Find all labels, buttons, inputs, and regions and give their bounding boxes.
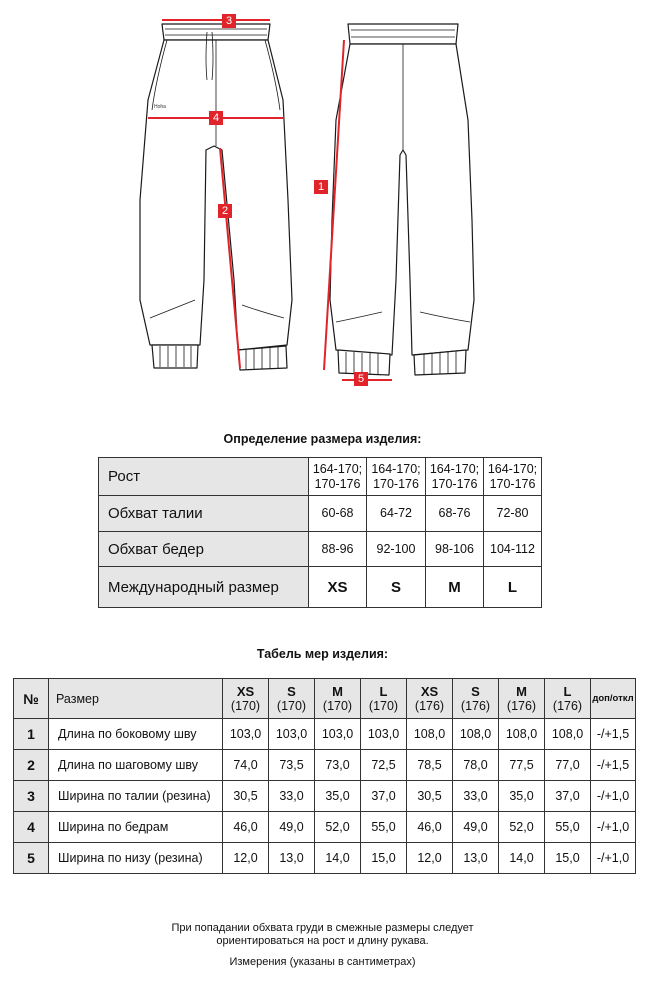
cell-value: 37,0: [361, 781, 407, 812]
header-size-col: XS (176): [407, 679, 453, 719]
cell-value: 103,0: [361, 719, 407, 750]
cell-value: 164-170; 170-176: [367, 458, 426, 496]
row-tolerance: -/+1,0: [591, 812, 636, 843]
header-size-col: S (170): [269, 679, 315, 719]
cell-value: 15,0: [361, 843, 407, 874]
cell-value: 74,0: [223, 750, 269, 781]
cell-value: 72,5: [361, 750, 407, 781]
cell-value: 14,0: [499, 843, 545, 874]
cell-value: 60-68: [309, 496, 367, 532]
cell-value: 52,0: [499, 812, 545, 843]
cell-value: 73,5: [269, 750, 315, 781]
measurement-header-row: [14, 679, 636, 719]
measurement-table-title: Табель мер изделия:: [256, 647, 389, 661]
cell-value: 73,0: [315, 750, 361, 781]
marker-2: [218, 204, 232, 218]
cell-value: 72-80: [484, 496, 542, 532]
cell-value: M: [426, 567, 484, 608]
cell-value: 108,0: [407, 719, 453, 750]
row-name: Длина по шаговому шву: [49, 750, 223, 781]
cell-value: S: [367, 567, 426, 608]
svg-text:3: 3: [225, 15, 233, 27]
row-name: Ширина по бедрам: [49, 812, 223, 843]
cell-value: L: [484, 567, 542, 608]
cell-value: 78,5: [407, 750, 453, 781]
cell-value: 55,0: [361, 812, 407, 843]
cell-value: 108,0: [545, 719, 591, 750]
row-name: Длина по боковому шву: [49, 719, 223, 750]
cell-value: 104-112: [484, 532, 542, 567]
svg-text:1: 1: [317, 181, 325, 193]
cell-value: 33,0: [453, 781, 499, 812]
cell-value: 37,0: [545, 781, 591, 812]
cell-value: 12,0: [223, 843, 269, 874]
cell-value: 98-106: [426, 532, 484, 567]
cell-value: 49,0: [453, 812, 499, 843]
measurement-row: [14, 781, 636, 812]
measurement-table-body: [14, 719, 636, 874]
cell-value: 68-76: [426, 496, 484, 532]
cell-value: 103,0: [315, 719, 361, 750]
size-definition-table: [98, 457, 542, 608]
svg-text:4: 4: [212, 112, 220, 124]
brand-tag: Hoha: [154, 104, 166, 110]
size-row-international: [99, 567, 542, 608]
cell-value: 164-170; 170-176: [426, 458, 484, 496]
size-row-waist: [99, 496, 542, 532]
row-tolerance: -/+1,5: [591, 719, 636, 750]
cell-value: 78,0: [453, 750, 499, 781]
row-name: Ширина по талии (резина): [49, 781, 223, 812]
cell-value: 108,0: [453, 719, 499, 750]
cell-value: 46,0: [223, 812, 269, 843]
cell-value: 92-100: [367, 532, 426, 567]
cell-value: 13,0: [269, 843, 315, 874]
row-label: Обхват бедер: [99, 532, 309, 567]
header-size-col: XS (170): [223, 679, 269, 719]
row-number: 1: [14, 719, 49, 750]
row-tolerance: -/+1,0: [591, 781, 636, 812]
size-row-height: [99, 458, 542, 496]
row-tolerance: -/+1,0: [591, 843, 636, 874]
footnote-line: ориентироваться на рост и длину рукава.: [216, 935, 429, 947]
cell-value: 108,0: [499, 719, 545, 750]
row-label: Международный размер: [99, 567, 309, 608]
cell-value: 14,0: [315, 843, 361, 874]
cell-value: 35,0: [499, 781, 545, 812]
cell-value: 103,0: [269, 719, 315, 750]
footnote-fitting: [0, 922, 645, 948]
pants-back-view: [330, 24, 474, 375]
marker-3: [222, 14, 236, 28]
header-size-col: L (170): [361, 679, 407, 719]
row-label: Обхват талии: [99, 496, 309, 532]
cell-value: 13,0: [453, 843, 499, 874]
measurement-row: [14, 750, 636, 781]
size-row-hips: [99, 532, 542, 567]
cell-value: 15,0: [545, 843, 591, 874]
header-size-col: L (176): [545, 679, 591, 719]
cell-value: 55,0: [545, 812, 591, 843]
svg-text:5: 5: [357, 373, 365, 385]
pants-front-view: [140, 24, 292, 370]
marker-1: [314, 180, 328, 194]
cell-value: 33,0: [269, 781, 315, 812]
measurement-table: [13, 678, 636, 874]
cell-value: 88-96: [309, 532, 367, 567]
cell-value: 77,0: [545, 750, 591, 781]
cell-value: 64-72: [367, 496, 426, 532]
header-tolerance: доп/откл: [591, 679, 636, 719]
cell-value: 103,0: [223, 719, 269, 750]
row-label: Рост: [99, 458, 309, 496]
cell-value: 164-170; 170-176: [484, 458, 542, 496]
size-definition-title: Определение размера изделия:: [223, 432, 422, 446]
row-number: 3: [14, 781, 49, 812]
measurement-row: [14, 719, 636, 750]
cell-value: 30,5: [223, 781, 269, 812]
cell-value: 77,5: [499, 750, 545, 781]
pants-technical-drawing: [0, 0, 645, 400]
row-number: 4: [14, 812, 49, 843]
footnote-units: Измерения (указаны в сантиметрах): [229, 956, 416, 968]
measurement-row: [14, 843, 636, 874]
cell-value: 46,0: [407, 812, 453, 843]
cell-value: XS: [309, 567, 367, 608]
footnote-line: При попадании обхвата груди в смежные размеры следует: [171, 922, 474, 934]
cell-value: 30,5: [407, 781, 453, 812]
header-size-col: M (176): [499, 679, 545, 719]
marker-5: [354, 372, 368, 386]
cell-value: 12,0: [407, 843, 453, 874]
row-number: 2: [14, 750, 49, 781]
header-size-col: M (170): [315, 679, 361, 719]
measurement-row: [14, 812, 636, 843]
row-number: 5: [14, 843, 49, 874]
row-name: Ширина по низу (резина): [49, 843, 223, 874]
svg-text:2: 2: [221, 205, 229, 217]
cell-value: 35,0: [315, 781, 361, 812]
header-size-col: S (176): [453, 679, 499, 719]
row-tolerance: -/+1,5: [591, 750, 636, 781]
header-size: Размер: [49, 679, 223, 719]
header-number: №: [14, 679, 49, 719]
cell-value: 52,0: [315, 812, 361, 843]
cell-value: 164-170; 170-176: [309, 458, 367, 496]
cell-value: 49,0: [269, 812, 315, 843]
marker-4: [209, 111, 223, 125]
